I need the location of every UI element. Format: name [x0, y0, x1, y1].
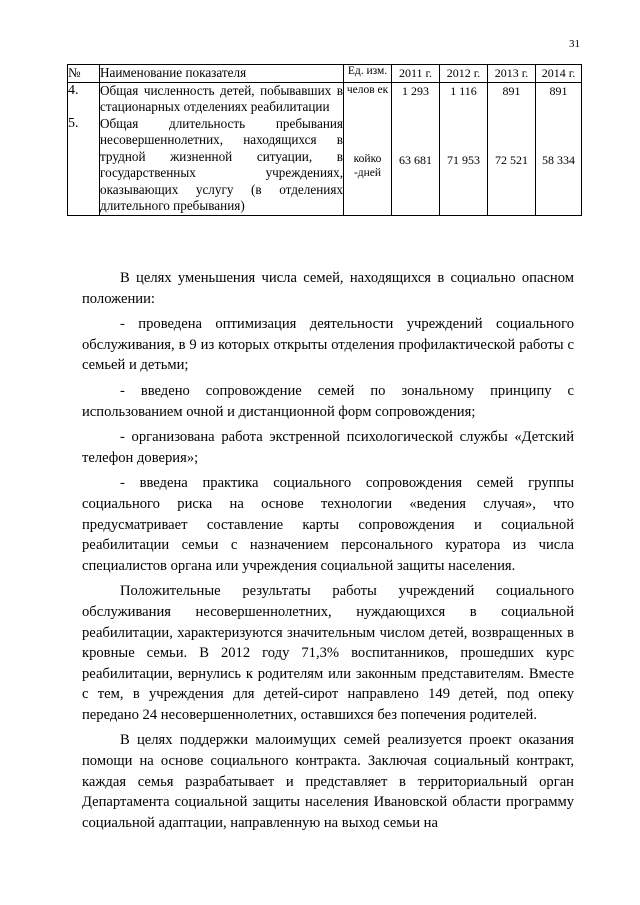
paragraph: В целях уменьшения числа семей, находящихся в социально опасном положении:	[82, 270, 574, 307]
header-name: Наименование показателя	[100, 65, 344, 83]
paragraph: - введена практика социального сопровождения семей группы социального риска на основе технологии «ведения случая», что предусматривает составление карты сопровождения и социальной реабилитации семьи с назначением персонального куратора из числа специалистов органа или учреждения социальной защиты населения.	[82, 475, 574, 574]
row-num: 5.	[68, 116, 100, 216]
table-row	[68, 116, 582, 216]
row-unit: койко -дней	[344, 116, 392, 216]
paragraph: Положительные результаты работы учреждений социального обслуживания несовершеннолетних, нуждающихся в социальной реабилитации, характеризуются значительным числом детей, возвращенных в кровные семьи. В 2012 году 71,3% воспитанников, прошедших курс реабилитации, вернулись к родителям или законным представителям. Вместе с тем, в учреждения для детей-сирот направлено 149 детей, под опеку передано 24 несовершеннолетних, оставшихся без попечения родителей.	[82, 583, 574, 723]
row-value-2013: 72 521	[488, 116, 536, 216]
row-name: Общая длительность пребывания несовершеннолетних, находящихся в трудной жизненной ситуации, в государственных учреждениях, оказывающих услугу (в отделениях длительного пребывания)	[100, 115, 343, 213]
table-header-row	[68, 65, 582, 83]
header-num: №	[68, 65, 100, 83]
header-year-2013: 2013 г.	[488, 65, 536, 83]
body-text	[82, 268, 574, 833]
header-year-2012: 2012 г.	[440, 65, 488, 83]
row-value-2014: 891	[536, 82, 582, 116]
paragraph: - введено сопровождение семей по зональному принципу с использованием очной и дистанционной форм сопровождения;	[82, 382, 574, 420]
row-value-2012: 1 116	[440, 82, 488, 116]
indicators-table	[67, 64, 582, 216]
row-num: 4.	[68, 82, 100, 116]
header-unit: Ед. изм.	[344, 65, 392, 83]
paragraph: - организована работа экстренной психологической службы «Детский телефон доверия»;	[82, 429, 574, 466]
header-year-2014: 2014 г.	[536, 65, 582, 83]
row-value-2011: 1 293	[392, 82, 440, 116]
table-row	[68, 82, 582, 116]
row-value-2013: 891	[488, 82, 536, 116]
page-number: 31	[569, 38, 580, 50]
paragraph: - проведена оптимизация деятельности учреждений социального обслуживания, в 9 из которых открыты отделения профилактической работы с семьей и детьми;	[82, 316, 574, 374]
row-name: Общая численность детей, побывавших в стационарных отделениях реабилитации	[100, 82, 343, 114]
row-value-2012: 71 953	[440, 116, 488, 216]
row-unit: челов ек	[344, 82, 392, 116]
row-value-2014: 58 334	[536, 116, 582, 216]
header-year-2011: 2011 г.	[392, 65, 440, 83]
row-value-2011: 63 681	[392, 116, 440, 216]
paragraph: В целях поддержки малоимущих семей реализуется проект оказания помощи на основе социального контракта. Заключая социальный контракт, каждая семья разрабатывает и представляет в территориальный орган Департамента социальной защиты населения Ивановской области программу социальной адаптации, направленную на выход семьи на	[82, 732, 574, 831]
